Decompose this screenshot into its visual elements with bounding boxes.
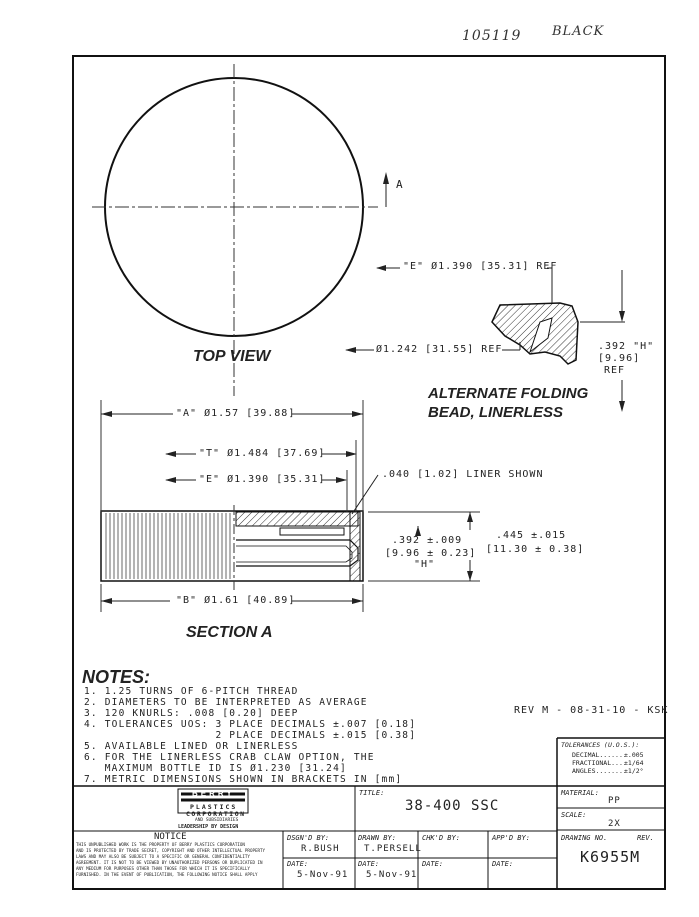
a-dimension: "A" Ø1.57 [39.88] (176, 408, 296, 419)
tolerance-angles-value: ±1/2° (624, 767, 644, 775)
drawing-number-label: DRAWING NO. (561, 834, 608, 842)
notice-line-3: LAWS AND MAY ALSO BE SUBJECT TO A SPECIFIC OR GENERAL CONFIDENTIALITY (76, 854, 250, 859)
title-label: TITLE: (359, 789, 385, 797)
company-plastics: PLASTICS (190, 803, 238, 811)
notice-title: NOTICE (154, 832, 187, 842)
note-1: 1. 1.25 TURNS OF 6-PITCH THREAD (84, 686, 299, 697)
date-label-1: DATE: (287, 860, 309, 868)
material-value: PP (608, 796, 621, 806)
company-subsidiaries: AND SUBSIDIARIES (195, 818, 239, 823)
date-label-4: DATE: (492, 860, 514, 868)
date-label-3: DATE: (422, 860, 444, 868)
rev-label: REV. (637, 834, 654, 842)
material-label: MATERIAL: (561, 789, 599, 797)
checked-by-label: CHK'D BY: (422, 834, 460, 842)
company-tagline: LEADERSHIP BY DESIGN (178, 824, 239, 830)
e-dimension: "E" Ø1.390 [35.31] (199, 474, 326, 485)
top-view-label: TOP VIEW (193, 348, 271, 365)
alt-title-1: ALTERNATE FOLDING (428, 385, 589, 402)
alt-h-dimension-3: REF (604, 365, 626, 376)
note-6: 6. FOR THE LINERLESS CRAB CLAW OPTION, THE (84, 752, 375, 763)
alt-e-dimension: "E" Ø1.390 [35.31] REF (403, 261, 558, 272)
section-a-label: SECTION A (186, 624, 273, 641)
approved-by-label: APP'D BY: (492, 834, 530, 842)
h-dimension-3: "H" (414, 559, 436, 570)
alt-h-dimension-2: [9.96] (598, 353, 641, 364)
date-value-1: 5-Nov-91 (297, 870, 349, 880)
section-a-drawing (101, 400, 480, 612)
tolerance-angles-label: ANGLES........ (572, 767, 627, 775)
note-4b: 2 PLACE DECIMALS ±.015 [0.38] (84, 730, 417, 741)
handwritten-color: BLACK (552, 24, 605, 39)
notes-title: NOTES: (82, 667, 151, 687)
tolerance-fractional-value: ±1/64 (624, 759, 644, 767)
alt-bore-dimension: Ø1.242 [31.55] REF (376, 344, 503, 355)
scale-label: SCALE: (561, 811, 587, 819)
note-3: 3. 120 KNURLS: .008 [0.20] DEEP (84, 708, 299, 719)
tolerances-title: TOLERANCES (U.O.S.): (561, 741, 640, 749)
handwritten-number: 105119 (462, 28, 522, 44)
title-value: 38-400 SSC (405, 798, 500, 814)
b-dimension: "B" Ø1.61 [40.89] (176, 595, 296, 606)
tolerance-decimal-label: DECIMAL....... (572, 751, 627, 759)
overall-height-1: .445 ±.015 (496, 530, 567, 541)
designed-by-label: DSGN'D BY: (287, 834, 330, 842)
designed-by-value: R.BUSH (301, 844, 340, 854)
company-corporation: CORPORATION (186, 810, 246, 818)
drawn-by-label: DRAWN BY: (358, 834, 396, 842)
tolerance-fractional-label: FRACTIONAL.... (572, 759, 627, 767)
note-5: 5. AVAILABLE LINED OR LINERLESS (84, 741, 299, 752)
note-4: 4. TOLERANCES UOS: 3 PLACE DECIMALS ±.007 [0.18] (84, 719, 417, 730)
revision-label: REV M - 08-31-10 - KSK (514, 705, 669, 716)
notice-line-4: AGREEMENT. IT IS NOT TO BE VIEWED BY UNAUTHORIZED PERSONS OR DUPLICATED IN (76, 860, 263, 865)
note-2: 2. DIAMETERS TO BE INTERPRETED AS AVERAGE (84, 697, 368, 708)
notice-line-6: FURNISHED. IN THE EVENT OF PUBLICATION, THE FOLLOWING NOTICE SHALL APPLY (76, 872, 258, 877)
section-marker-a: A (396, 178, 403, 191)
company-name: BERRY (192, 789, 235, 798)
h-dimension-1: .392 ±.009 (392, 535, 463, 546)
alt-h-dimension-1: .392 "H" (598, 341, 655, 352)
notice-line-5: ANY MEDIUM FOR PURPOSES OTHER THAN THOSE FOR WHICH IT IS SPECIFICALLY (76, 866, 250, 871)
note-7: 7. METRIC DIMENSIONS SHOWN IN BRACKETS IN [mm] (84, 774, 403, 785)
date-value-2: 5-Nov-91 (366, 870, 418, 880)
t-dimension: "T" Ø1.484 [37.69] (199, 448, 326, 459)
scale-value: 2X (608, 819, 621, 829)
notice-line-2: AND IS PROTECTED BY TRADE SECRET, COPYRIGHT AND OTHER INTELLECTUAL PROPERTY (76, 848, 266, 853)
drawing-number-value: K6955M (580, 848, 641, 866)
alt-title-2: BEAD, LINERLESS (428, 404, 564, 421)
tolerance-decimal-value: ±.005 (624, 751, 644, 759)
date-label-2: DATE: (358, 860, 380, 868)
liner-callout: .040 [1.02] LINER SHOWN (382, 469, 544, 480)
h-dimension-2: [9.96 ± 0.23] (385, 548, 477, 559)
drawn-by-value: T.PERSELL (364, 844, 422, 854)
overall-height-2: [11.30 ± 0.38] (486, 544, 585, 555)
top-view-drawing (92, 64, 389, 396)
notice-line-1: THIS UNPUBLISHED WORK IS THE PROPERTY OF BERRY PLASTICS CORPORATION (76, 842, 245, 847)
note-6b: MAXIMUM BOTTLE ID IS Ø1.230 [31.24] (84, 763, 347, 774)
